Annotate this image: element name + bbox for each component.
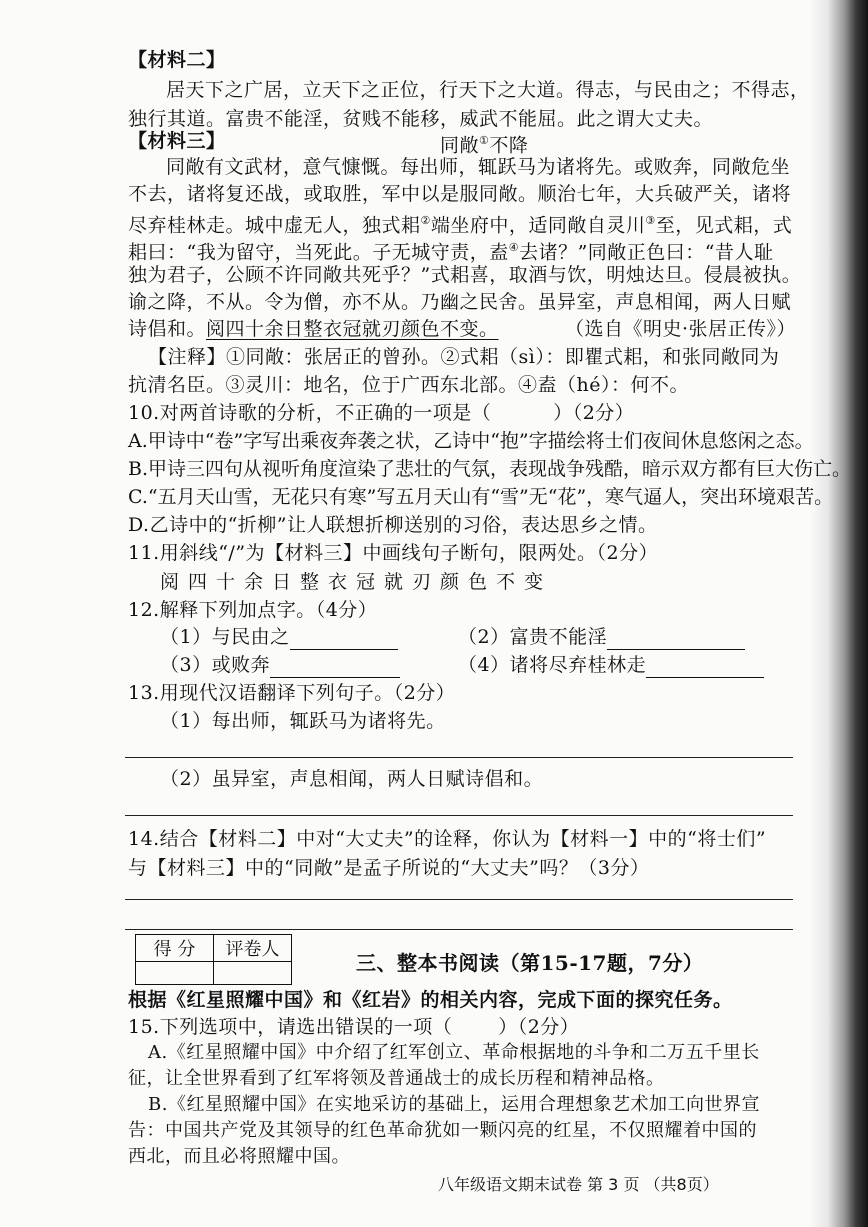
material-2-line: 居天下之广居，立天下之正位，行天下之大道。得志，与民由之；不得志，: [166, 79, 810, 101]
note-line: 抗清名臣。③灵川：地名，位于广西东北部。④盍（hé）：何不。: [128, 374, 689, 396]
question-15-option-b: B.《红星照耀中国》在实地采访的基础上，运用合理想象艺术加工向世界宣: [148, 1094, 760, 1115]
question-15-option-b-cont: 告：中国共产党及其领导的红色革命犹如一颗闪亮的红星，不仅照耀着中国的: [128, 1120, 757, 1141]
question-12-item-1: [160, 624, 398, 650]
title-part: 同敞: [440, 134, 480, 157]
material-3-line: [128, 235, 774, 265]
text-part: ）（2分）: [498, 1016, 580, 1038]
score-cell[interactable]: [136, 962, 214, 985]
section-3-intro: 根据《红星照耀中国》和《红岩》的相关内容，完成下面的探究任务。: [128, 989, 733, 1011]
material-2-header: 【材料二】: [128, 49, 226, 71]
answer-line[interactable]: [125, 899, 793, 900]
scan-edge-shadow: [810, 0, 868, 1227]
question-11-stem: 11.用斜线“/”为【材料三】中画线句子断句，限两处。（2分）: [128, 542, 659, 564]
answer-blank[interactable]: [607, 632, 745, 650]
question-12-item-4: [458, 652, 764, 678]
question-11-sentence: 阅四十余日整衣冠就刃颜色不变: [160, 571, 553, 593]
material-3-header: 【材料三】: [128, 130, 226, 152]
grader-cell[interactable]: [214, 962, 292, 985]
answer-blank[interactable]: [491, 408, 553, 426]
page-footer: 八年级语文期末试卷 第 3 页 （共8页）: [438, 1175, 719, 1194]
question-13-item-2: （2）虽异室，声息相闻，两人日赋诗倡和。: [160, 768, 544, 790]
question-15-option-a-cont: 征，让全世界看到了红军将领及普通战士的成长历程和精神品格。: [128, 1068, 665, 1089]
text-part: ）（2分）: [553, 402, 635, 424]
question-14-line: 与【材料三】中的“同敞”是孟子所说的“大丈夫”吗？（3分）: [128, 857, 650, 879]
material-3-line: 不去，诸将复还战，或取胜，军中以是服同敞。顺治七年，大兵破严关，诸将: [128, 183, 792, 205]
answer-line[interactable]: [125, 929, 793, 930]
question-14-line: 14.结合【材料二】中对“大丈夫”的诠释，你认为【材料一】中的“将士们”: [128, 828, 767, 850]
underlined-sentence: 阅四十余日整衣冠就刃颜色不变。: [206, 318, 499, 340]
answer-line[interactable]: [125, 815, 793, 816]
answer-blank[interactable]: [270, 660, 400, 678]
material-3-line: [128, 208, 792, 238]
text-part: 端坐府中，适同敞自灵川: [430, 214, 646, 237]
question-12-item-3: [160, 652, 400, 678]
material-3-line: 谕之降，不从。令为僧，亦不从。乃幽之民舍。虽异室，声息相闻，两人日赋: [128, 291, 792, 313]
material-3-line: [128, 316, 499, 342]
text-part: 15.下列选项中，请选出错误的一项（: [128, 1016, 453, 1038]
answer-blank[interactable]: [646, 660, 764, 678]
material-3-line: 独为君子，公顾不许同敞共死乎？”式耜喜，取酒与饮，明烛达旦。侵晨被执。: [128, 264, 802, 286]
question-10-option-c: C.“五月天山雪，无花只有寒”写五月天山有“雪”无“花”，寒气逼人，突出环境艰苦。: [128, 486, 834, 508]
text-part: 去诸？”同敞正色曰：“昔人耻: [519, 241, 774, 264]
footnote-mark: ②: [420, 214, 431, 227]
question-15-option-b-cont: 西北，而且必将照耀中国。: [128, 1146, 350, 1167]
material-3-source: （选自《明史·张居正传》）: [565, 318, 797, 340]
text-part: （2）富贵不能淫: [458, 626, 608, 648]
section-3-title: 三、整本书阅读（第15-17题，7分）: [356, 951, 704, 975]
answer-blank[interactable]: [290, 632, 398, 650]
question-13-stem: 13.用现代汉语翻译下列句子。（2分）: [128, 682, 456, 704]
note-line: 【注释】①同敞：张居正的曾孙。②式耜（sì）：即瞿式耜，和张同敞同为: [148, 346, 780, 368]
score-table: [135, 934, 292, 985]
footnote-mark: ③: [645, 214, 656, 227]
question-15-option-a: A.《红星照耀中国》中介绍了红军创立、革命根据地的斗争和二万五千里长: [148, 1042, 760, 1063]
question-10-stem: [128, 400, 634, 426]
footnote-mark: ①: [479, 134, 490, 147]
answer-blank[interactable]: [452, 1022, 498, 1040]
text-part: 耜曰：“我为留守，当死此。子无城守责，盍: [128, 241, 509, 264]
material-3-line: 同敞有文武材，意气慷慨。每出师，辄跃马为诸将先。或败奔，同敞危坐: [166, 156, 791, 178]
question-10-option-a: A.甲诗中“卷”字写出乘夜奔袭之状，乙诗中“抱”字描绘将士们夜间休息悠闲之态。: [128, 430, 814, 452]
question-10-option-b: B.甲诗三四句从视听角度渲染了悲壮的气氛，表现战争残酷，暗示双方都有巨大伤亡。: [128, 458, 852, 480]
question-15-stem: [128, 1014, 579, 1040]
text-part: （1）与民由之: [160, 626, 290, 648]
material-2-line: 独行其道。富贵不能淫，贫贱不能移，威武不能屈。此之谓大丈夫。: [128, 108, 714, 130]
question-10-option-d: D.乙诗中的“折柳”让人联想折柳送别的习俗，表达思乡之情。: [128, 514, 658, 536]
text-part: 10.对两首诗歌的分析，不正确的一项是（: [128, 402, 492, 424]
footnote-mark: ④: [508, 241, 520, 254]
text-part: 至，见式耜，式: [655, 214, 793, 237]
text-part: 诗倡和。: [128, 318, 207, 340]
score-header: 得 分: [136, 935, 214, 962]
question-12-stem: 12.解释下列加点字。（4分）: [128, 599, 378, 621]
text-part: 尽弃桂林走。城中虚无人，独式耜: [128, 214, 421, 237]
grader-header: 评卷人: [214, 935, 292, 962]
text-part: （3）或败奔: [160, 654, 271, 676]
question-13-item-1: （1）每出师，辄跃马为诸将先。: [160, 710, 446, 732]
answer-line[interactable]: [125, 757, 793, 758]
question-12-item-2: [458, 624, 745, 650]
text-part: （4）诸将尽弃桂林走: [458, 654, 647, 676]
title-part: 不降: [489, 134, 529, 157]
